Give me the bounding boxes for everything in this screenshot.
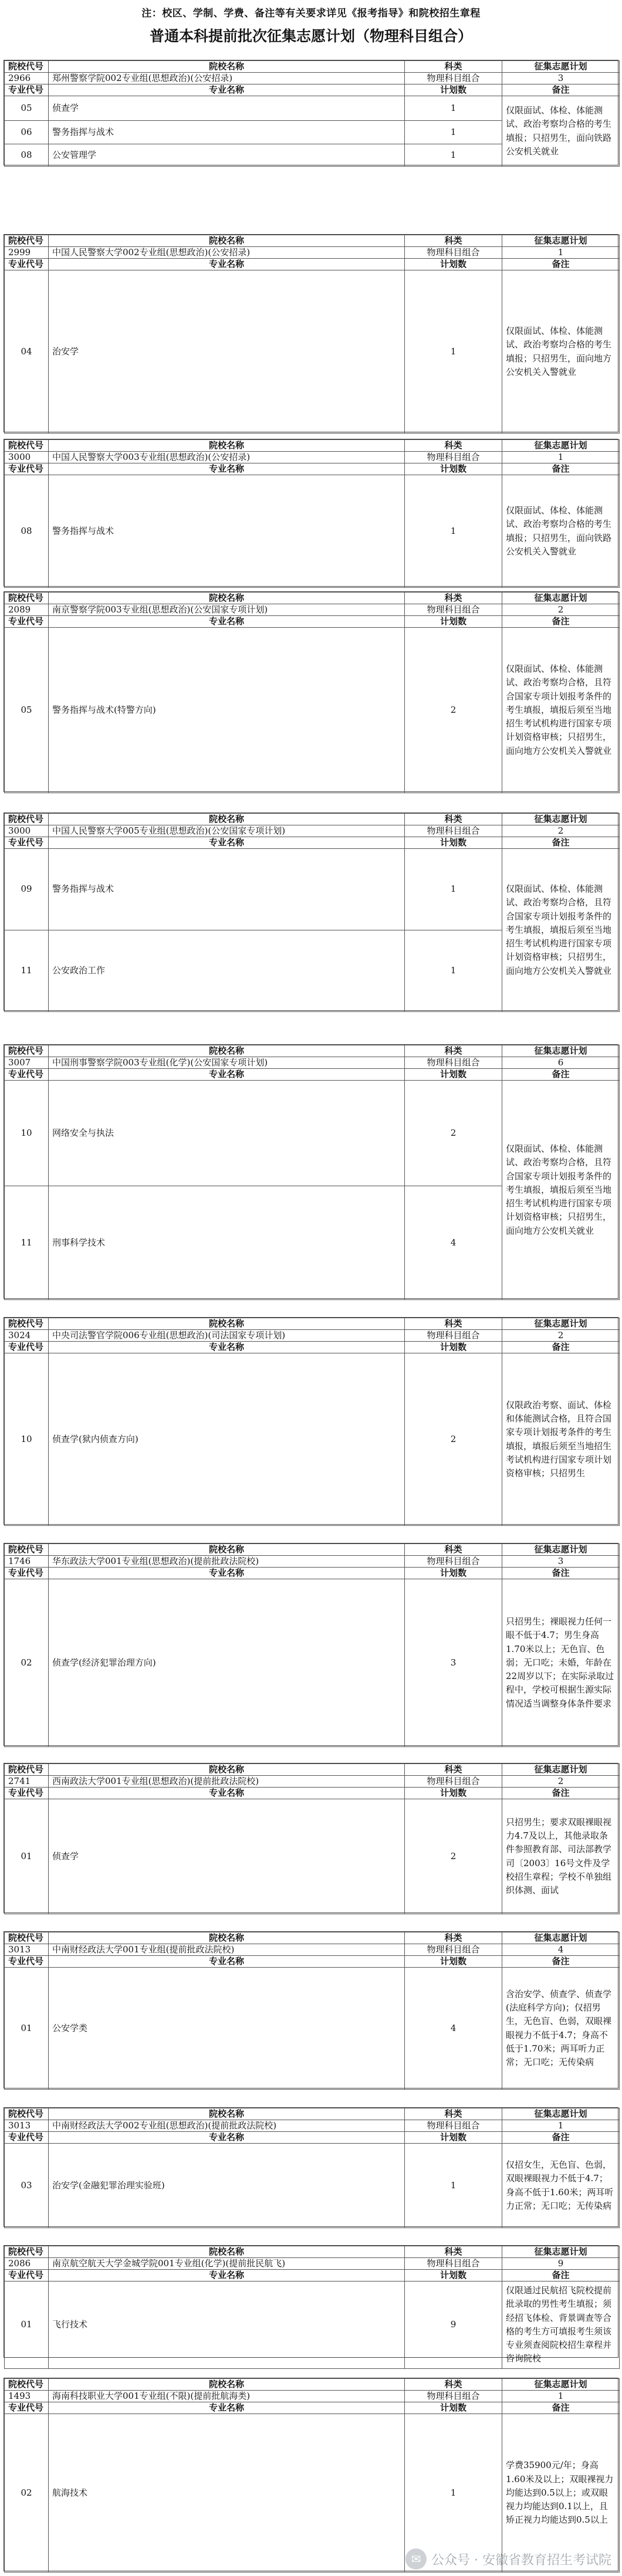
school-name-header: 院校名称 [49, 1764, 405, 1776]
major-plan: 4 [405, 1968, 502, 2090]
school-name-header: 院校名称 [49, 440, 405, 452]
school-code: 3013 [5, 2120, 49, 2132]
subject: 物理科目组合 [405, 1944, 502, 1956]
major-plan: 2 [405, 1799, 502, 1914]
school-code: 3013 [5, 1944, 49, 1956]
plan-count-header: 计划数 [405, 463, 502, 475]
remark-header: 备注 [502, 2402, 620, 2414]
school-code: 1493 [5, 2391, 49, 2402]
major-name-header: 专业名称 [49, 1956, 405, 1968]
school-name: 中国人民警察大学005专业组(思想政治)(公安国家专项计划) [49, 825, 405, 837]
school-code: 3000 [5, 452, 49, 463]
plan-count-header: 计划数 [405, 1342, 502, 1353]
major-name: 侦查学 [49, 1799, 405, 1914]
major-code: 10 [5, 1353, 49, 1526]
school-code-header: 院校代号 [5, 1932, 49, 1944]
school-header-row [5, 1764, 620, 1776]
school-row [5, 1556, 620, 1568]
major-code: 11 [5, 1186, 49, 1300]
plan-block [4, 234, 618, 432]
school-row [5, 2120, 620, 2132]
subject: 物理科目组合 [405, 604, 502, 616]
school-name-header: 院校名称 [49, 814, 405, 825]
major-name-header: 专业名称 [49, 463, 405, 475]
remark: 只招男生；裸眼视力任何一眼不低于4.7；男生身高1.70米以上；无色盲、色弱；无口吃；未婚，年龄在22周岁以下；在实际录取过程中，学校可根据生源实际情况适当调整身体条件要求 [502, 1579, 620, 1747]
major-header-row [5, 2132, 620, 2144]
school-name: 中南财经政法大学002专业组(思想政治)(提前批政法院校) [49, 2120, 405, 2132]
major-header-row [5, 259, 620, 270]
major-code-header: 专业代号 [5, 1069, 49, 1081]
major-header-row [5, 1342, 620, 1353]
subject: 物理科目组合 [405, 2120, 502, 2132]
school-plan-header: 征集志愿计划 [502, 440, 620, 452]
school-code-header: 院校代号 [5, 1045, 49, 1057]
major-code-header: 专业代号 [5, 463, 49, 475]
major-row [5, 270, 620, 434]
subject-header: 科类 [405, 1544, 502, 1556]
plan-block [4, 2245, 618, 2364]
major-plan: 2 [405, 1353, 502, 1526]
subject: 物理科目组合 [405, 1057, 502, 1069]
school-plan: 9 [502, 2258, 620, 2270]
major-name: 飞行技术 [49, 2281, 405, 2369]
major-code: 01 [5, 2281, 49, 2369]
major-plan: 1 [405, 930, 502, 1012]
school-code: 1746 [5, 1556, 49, 1568]
school-code-header: 院校代号 [5, 2246, 49, 2258]
remark: 仅限面试、体检、体能测试、政治考察均合格的考生填报；只招男生，面向铁路公安机关就业 [502, 96, 620, 167]
subject-header: 科类 [405, 814, 502, 825]
school-name: 中国人民警察大学003专业组(思想政治)(公安招录) [49, 452, 405, 463]
major-row [5, 2144, 620, 2228]
major-name-header: 专业名称 [49, 2270, 405, 2281]
plan-count-header: 计划数 [405, 837, 502, 849]
school-plan-header: 征集志愿计划 [502, 1544, 620, 1556]
plan-count-header: 计划数 [405, 259, 502, 270]
page-note: 注：校区、学制、学费、备注等有关要求详见《报考指导》和院校招生章程 [141, 8, 481, 19]
subject-header: 科类 [405, 1932, 502, 1944]
major-code: 10 [5, 1081, 49, 1186]
school-code-header: 院校代号 [5, 235, 49, 247]
school-plan: 3 [502, 1556, 620, 1568]
major-plan: 1 [405, 2414, 502, 2572]
school-header-row [5, 235, 620, 247]
school-name-header: 院校名称 [49, 1544, 405, 1556]
major-name: 警务指挥与战术 [49, 121, 405, 144]
major-plan: 1 [405, 144, 502, 167]
remark-header: 备注 [502, 259, 620, 270]
subject: 物理科目组合 [405, 247, 502, 259]
school-name-header: 院校名称 [49, 2108, 405, 2120]
remark: 仅限面试、体检、体能测试、政治考察均合格，且符合国家专项计划报考条件的考生填报，填报后须至当地招生考试机构进行国家专项计划资格审核；只招男生，面向地方公安机关入警就业 [502, 849, 620, 1012]
major-code-header: 专业代号 [5, 2270, 49, 2281]
major-name-header: 专业名称 [49, 1568, 405, 1579]
school-row [5, 825, 620, 837]
school-plan: 1 [502, 452, 620, 463]
school-plan: 6 [502, 1057, 620, 1069]
major-plan: 3 [405, 1579, 502, 1747]
major-plan: 2 [405, 628, 502, 793]
school-code-header: 院校代号 [5, 440, 49, 452]
school-header-row [5, 440, 620, 452]
school-row [5, 247, 620, 259]
school-code-header: 院校代号 [5, 593, 49, 604]
major-code-header: 专业代号 [5, 1788, 49, 1799]
remark: 只招男生；要求双眼裸眼视力4.7及以上，其他录取条件参照教育部、司法部教学司〔2003〕16号文件及学校招生章程；学校不单独组织体测、面试 [502, 1799, 620, 1914]
remark: 仅限政治考察、面试、体检和体能测试合格，且符合国家专项计划报考条件的考生填报，填报后须至当地招生考试机构进行国家专项计划资格审核；只招男生 [502, 1353, 620, 1526]
school-name-header: 院校名称 [49, 2379, 405, 2391]
remark-header: 备注 [502, 1568, 620, 1579]
school-code: 2089 [5, 604, 49, 616]
remark: 仅限通过民航招飞院校提前批录取的男性考生填报；须经招飞体检、背景调查等合格的考生方可填报考生须该专业须查阅院校招生章程并咨询院校 [502, 2281, 620, 2369]
major-code-header: 专业代号 [5, 2402, 49, 2414]
remark: 仅限面试、体检、体能测试、政治考察均合格的考生填报；只招男生，面向铁路公安机关入警就业 [502, 475, 620, 588]
subject-header: 科类 [405, 1764, 502, 1776]
remark: 仅限面试、体检、体能测试、政治考察均合格的考生填报；只招男生，面向地方公安机关入警就业 [502, 270, 620, 434]
major-code-header: 专业代号 [5, 84, 49, 96]
school-header-row [5, 1318, 620, 1330]
remark-header: 备注 [502, 616, 620, 628]
remark: 仅招女生，无色盲、色弱，双眼裸眼视力不低于4.7；身高不低于1.60米；两耳听力正常；无口吃；无传染病 [502, 2144, 620, 2228]
school-name: 华东政法大学001专业组(思想政治)(提前批政法院校) [49, 1556, 405, 1568]
major-code: 01 [5, 1968, 49, 2090]
school-code-header: 院校代号 [5, 61, 49, 73]
school-plan-header: 征集志愿计划 [502, 1764, 620, 1776]
subject-header: 科类 [405, 593, 502, 604]
school-row [5, 604, 620, 616]
school-plan: 3 [502, 73, 620, 84]
major-code: 03 [5, 2144, 49, 2228]
school-name-header: 院校名称 [49, 2246, 405, 2258]
major-plan: 1 [405, 96, 502, 121]
remark: 仅限面试、体检、体能测试、政治考察均合格，且符合国家专项计划报考条件的考生填报，填报后须至当地招生考试机构进行国家专项计划资格审核；只招男生，面向地方公安机关入警就业 [502, 628, 620, 793]
major-code-header: 专业代号 [5, 2132, 49, 2144]
school-header-row [5, 61, 620, 73]
major-name-header: 专业名称 [49, 2132, 405, 2144]
school-header-row [5, 2246, 620, 2258]
remark-header: 备注 [502, 84, 620, 96]
major-header-row [5, 2402, 620, 2414]
school-plan-header: 征集志愿计划 [502, 1318, 620, 1330]
plan-block [4, 1543, 618, 1746]
school-plan-header: 征集志愿计划 [502, 1045, 620, 1057]
major-code: 08 [5, 475, 49, 588]
school-code: 3024 [5, 1330, 49, 1342]
major-plan: 1 [405, 270, 502, 434]
school-plan: 1 [502, 247, 620, 259]
school-row [5, 2391, 620, 2402]
major-name: 警务指挥与战术 [49, 475, 405, 588]
school-name-header: 院校名称 [49, 1932, 405, 1944]
remark-header: 备注 [502, 1069, 620, 1081]
remark-header: 备注 [502, 1342, 620, 1353]
school-row [5, 452, 620, 463]
school-name: 西南政法大学001专业组(思想政治)(提前批政法院校) [49, 1776, 405, 1788]
major-header-row [5, 84, 620, 96]
major-row [5, 849, 620, 930]
major-plan: 1 [405, 121, 502, 144]
plan-block [4, 1763, 618, 1913]
major-name-header: 专业名称 [49, 2402, 405, 2414]
major-code: 06 [5, 121, 49, 144]
major-code-header: 专业代号 [5, 1568, 49, 1579]
major-code-header: 专业代号 [5, 1342, 49, 1353]
major-row [5, 628, 620, 793]
school-row [5, 2258, 620, 2270]
school-header-row [5, 814, 620, 825]
plan-block [4, 2378, 618, 2571]
school-plan-header: 征集志愿计划 [502, 814, 620, 825]
subject: 物理科目组合 [405, 452, 502, 463]
school-code: 2966 [5, 73, 49, 84]
major-name: 公安管理学 [49, 144, 405, 167]
major-name: 刑事科学技术 [49, 1186, 405, 1300]
school-plan: 1 [502, 2120, 620, 2132]
school-code-header: 院校代号 [5, 1544, 49, 1556]
major-plan: 4 [405, 1186, 502, 1300]
plan-block [4, 1317, 618, 1525]
plan-block [4, 813, 618, 1011]
major-row [5, 1968, 620, 2090]
subject: 物理科目组合 [405, 2391, 502, 2402]
major-header-row [5, 2270, 620, 2281]
subject-header: 科类 [405, 440, 502, 452]
school-name-header: 院校名称 [49, 593, 405, 604]
major-plan: 2 [405, 1081, 502, 1186]
remark-header: 备注 [502, 463, 620, 475]
major-name: 警务指挥与战术 [49, 849, 405, 930]
remark: 仅限面试、体检、体能测试、政治考察均合格，且符合国家专项计划报考条件的考生填报，填报后须至当地招生考试机构进行国家专项计划资格审核；只招男生，面向地方公安机关就业 [502, 1081, 620, 1300]
major-name-header: 专业名称 [49, 1342, 405, 1353]
major-name: 侦查学(狱内侦查方向) [49, 1353, 405, 1526]
major-name: 侦查学 [49, 96, 405, 121]
plan-block [4, 1931, 618, 2088]
subject: 物理科目组合 [405, 1556, 502, 1568]
subject-header: 科类 [405, 2108, 502, 2120]
major-code: 05 [5, 628, 49, 793]
school-code: 3000 [5, 825, 49, 837]
remark-header: 备注 [502, 1956, 620, 1968]
major-header-row [5, 1568, 620, 1579]
major-name: 侦查学(经济犯罪治理方向) [49, 1579, 405, 1747]
school-code-header: 院校代号 [5, 2108, 49, 2120]
remark-header: 备注 [502, 2270, 620, 2281]
major-code: 05 [5, 96, 49, 121]
major-name: 网络安全与执法 [49, 1081, 405, 1186]
plan-block [4, 591, 618, 792]
major-header-row [5, 1956, 620, 1968]
subject-header: 科类 [405, 235, 502, 247]
school-plan: 2 [502, 1330, 620, 1342]
school-plan-header: 征集志愿计划 [502, 593, 620, 604]
major-row [5, 2281, 620, 2369]
plan-count-header: 计划数 [405, 1568, 502, 1579]
school-plan: 2 [502, 825, 620, 837]
major-code: 01 [5, 1799, 49, 1914]
major-code: 09 [5, 849, 49, 930]
major-row [5, 96, 620, 121]
remark: 含治安学、侦查学、侦查学(法庭科学方向)；仅招男生，无色盲、色弱，双眼裸眼视力不低于4.7；身高不低于1.70米；两耳听力正常；无口吃；无传染病 [502, 1968, 620, 2090]
school-code-header: 院校代号 [5, 2379, 49, 2391]
school-code: 3007 [5, 1057, 49, 1069]
school-row [5, 1776, 620, 1788]
major-row [5, 1579, 620, 1747]
major-plan: 1 [405, 849, 502, 930]
plan-block [4, 1044, 618, 1299]
plan-block [4, 2107, 618, 2227]
subject-header: 科类 [405, 1318, 502, 1330]
wechat-icon: ✉ [405, 2548, 427, 2570]
major-header-row [5, 837, 620, 849]
major-row [5, 1353, 620, 1526]
school-plan: 4 [502, 1944, 620, 1956]
plan-block [4, 439, 618, 587]
major-code-header: 专业代号 [5, 616, 49, 628]
page-title: 普通本科提前批次征集志愿计划（物理科目组合） [149, 28, 472, 45]
school-row [5, 1057, 620, 1069]
school-row [5, 1944, 620, 1956]
school-name-header: 院校名称 [49, 1045, 405, 1057]
major-header-row [5, 616, 620, 628]
school-name-header: 院校名称 [49, 235, 405, 247]
major-row [5, 475, 620, 588]
school-name: 南京航空航天大学金城学院001专业组(化学)(提前批民航飞) [49, 2258, 405, 2270]
plan-block [4, 60, 618, 165]
major-code-header: 专业代号 [5, 259, 49, 270]
remark-header: 备注 [502, 2132, 620, 2144]
school-name: 中国刑事警察学院003专业组(化学)(公安国家专项计划) [49, 1057, 405, 1069]
school-code: 2999 [5, 247, 49, 259]
subject: 物理科目组合 [405, 73, 502, 84]
major-code-header: 专业代号 [5, 1956, 49, 1968]
major-name: 治安学 [49, 270, 405, 434]
school-name: 南京警察学院003专业组(思想政治)(公安国家专项计划) [49, 604, 405, 616]
school-row [5, 1330, 620, 1342]
major-name-header: 专业名称 [49, 1069, 405, 1081]
school-plan: 2 [502, 1776, 620, 1788]
plan-count-header: 计划数 [405, 1069, 502, 1081]
subject: 物理科目组合 [405, 825, 502, 837]
major-name: 公安政治工作 [49, 930, 405, 1012]
school-header-row [5, 593, 620, 604]
remark: 学费35900元/年；身高1.60米及以上；双眼裸视力均能达到0.5以上；或双眼视力均能达到0.1以上，且矫正视力均能达到0.5以上 [502, 2414, 620, 2572]
major-code: 04 [5, 270, 49, 434]
remark-header: 备注 [502, 837, 620, 849]
plan-count-header: 计划数 [405, 2132, 502, 2144]
school-code-header: 院校代号 [5, 814, 49, 825]
plan-count-header: 计划数 [405, 1788, 502, 1799]
school-name: 中央司法警官学院006专业组(思想政治)(司法国家专项计划) [49, 1330, 405, 1342]
major-header-row [5, 1788, 620, 1799]
school-code-header: 院校代号 [5, 1764, 49, 1776]
major-name-header: 专业名称 [49, 84, 405, 96]
plan-count-header: 计划数 [405, 84, 502, 96]
major-code: 02 [5, 2414, 49, 2572]
major-name: 公安学类 [49, 1968, 405, 2090]
major-row [5, 1081, 620, 1186]
major-code: 02 [5, 1579, 49, 1747]
plan-count-header: 计划数 [405, 616, 502, 628]
school-name-header: 院校名称 [49, 61, 405, 73]
subject: 物理科目组合 [405, 2258, 502, 2270]
school-plan: 2 [502, 604, 620, 616]
remark-header: 备注 [502, 1788, 620, 1799]
school-header-row [5, 2108, 620, 2120]
school-plan-header: 征集志愿计划 [502, 2246, 620, 2258]
subject-header: 科类 [405, 2246, 502, 2258]
major-name: 警务指挥与战术(特警方向) [49, 628, 405, 793]
major-plan: 9 [405, 2281, 502, 2369]
school-name: 中国人民警察大学002专业组(思想政治)(公安招录) [49, 247, 405, 259]
watermark [405, 2547, 611, 2571]
school-row [5, 73, 620, 84]
school-plan-header: 征集志愿计划 [502, 1932, 620, 1944]
subject-header: 科类 [405, 1045, 502, 1057]
school-plan-header: 征集志愿计划 [502, 2379, 620, 2391]
school-plan-header: 征集志愿计划 [502, 61, 620, 73]
school-code-header: 院校代号 [5, 1318, 49, 1330]
school-plan-header: 征集志愿计划 [502, 235, 620, 247]
major-name-header: 专业名称 [49, 1788, 405, 1799]
major-name-header: 专业名称 [49, 259, 405, 270]
major-code: 08 [5, 144, 49, 167]
school-header-row [5, 1045, 620, 1057]
watermark-text: 公众号 · 安徽省教育招生考试院 [431, 2553, 611, 2568]
school-name: 海南科技职业大学001专业组(不限)(提前批航海类) [49, 2391, 405, 2402]
subject: 物理科目组合 [405, 1776, 502, 1788]
plan-count-header: 计划数 [405, 2270, 502, 2281]
major-header-row [5, 1069, 620, 1081]
major-row [5, 1799, 620, 1914]
major-header-row [5, 463, 620, 475]
school-header-row [5, 2379, 620, 2391]
major-code-header: 专业代号 [5, 837, 49, 849]
school-code: 2741 [5, 1776, 49, 1788]
major-code: 11 [5, 930, 49, 1012]
major-name-header: 专业名称 [49, 616, 405, 628]
subject: 物理科目组合 [405, 1330, 502, 1342]
school-name: 郑州警察学院002专业组(思想政治)(公安招录) [49, 73, 405, 84]
subject-header: 科类 [405, 61, 502, 73]
major-name: 航海技术 [49, 2414, 405, 2572]
school-name: 中南财经政法大学001专业组(提前批政法院校) [49, 1944, 405, 1956]
major-name: 治安学(金融犯罪治理实验班) [49, 2144, 405, 2228]
school-code: 2086 [5, 2258, 49, 2270]
school-plan: 1 [502, 2391, 620, 2402]
plan-count-header: 计划数 [405, 1956, 502, 1968]
major-plan: 1 [405, 475, 502, 588]
plan-count-header: 计划数 [405, 2402, 502, 2414]
major-plan: 1 [405, 2144, 502, 2228]
school-plan-header: 征集志愿计划 [502, 2108, 620, 2120]
school-header-row [5, 1932, 620, 1944]
school-header-row [5, 1544, 620, 1556]
subject-header: 科类 [405, 2379, 502, 2391]
major-name-header: 专业名称 [49, 837, 405, 849]
school-name-header: 院校名称 [49, 1318, 405, 1330]
